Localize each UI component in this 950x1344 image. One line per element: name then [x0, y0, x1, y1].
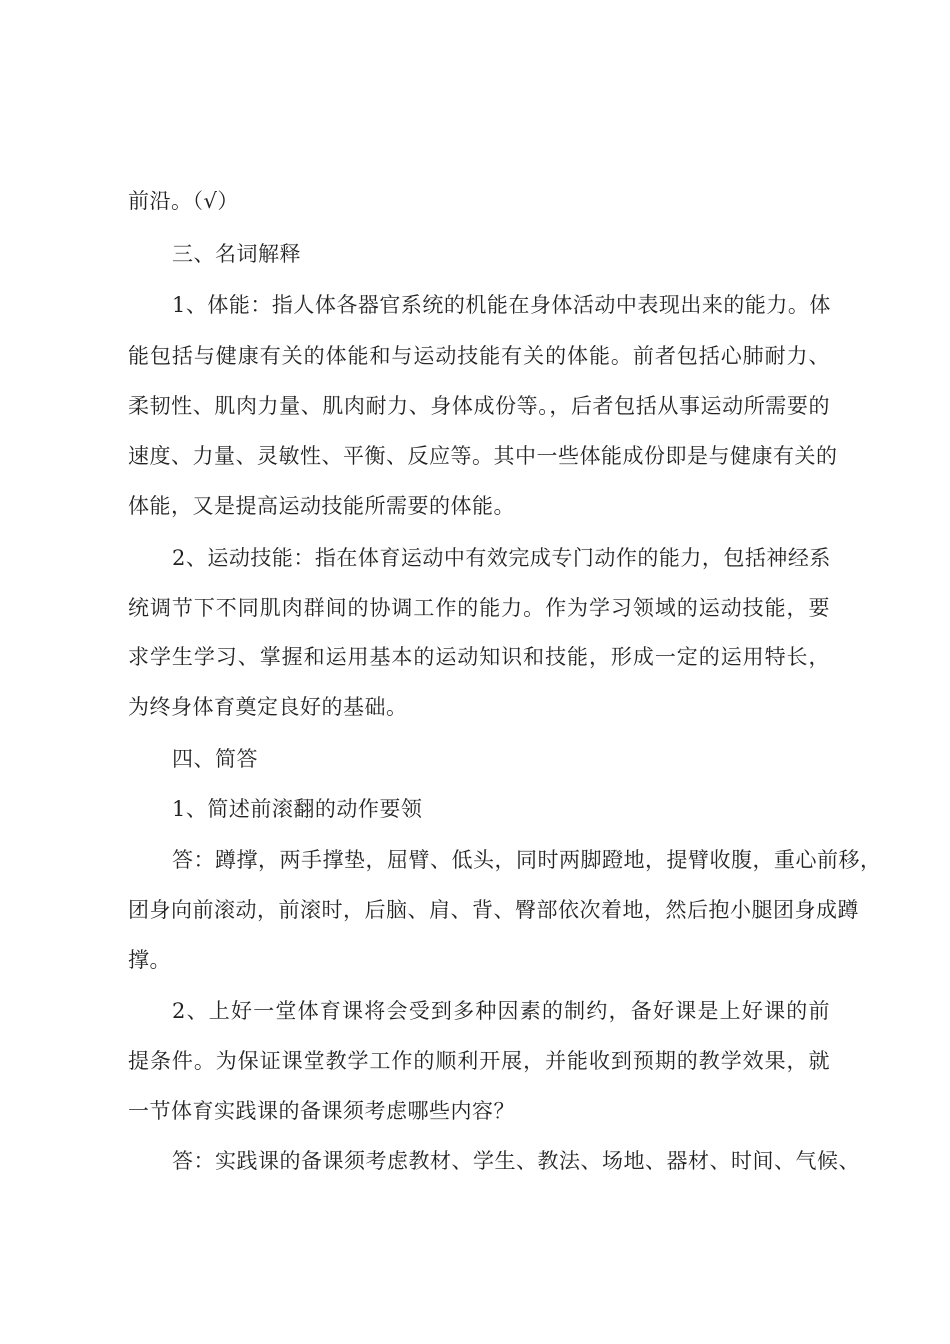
definition-2-line-2: 统调节下不同肌肉群间的协调工作的能力。作为学习领域的运动技能，要 — [128, 596, 830, 620]
definition-2-line-1: 2、运动技能：指在体育运动中有效完成专门动作的能力，包括神经系 — [172, 546, 831, 570]
question-2-line-2: 提条件。为保证课堂教学工作的顺利开展，并能收到预期的教学效果，就 — [128, 1049, 830, 1073]
answer-2-line-1: 答：实践课的备课须考虑教材、学生、教法、场地、器材、时间、气候、 — [172, 1149, 860, 1173]
answer-1-line-3: 撑。 — [128, 948, 171, 972]
definition-1-line-2: 能包括与健康有关的体能和与运动技能有关的体能。前者包括心肺耐力、 — [128, 344, 830, 368]
section-heading-definitions: 三、名词解释 — [172, 242, 301, 266]
definition-1-line-3: 柔韧性、肌肉力量、肌肉耐力、身体成份等。，后者包括从事运动所需要的 — [128, 394, 830, 418]
definition-1-line-4: 速度、力量、灵敏性、平衡、反应等。其中一些体能成份即是与健康有关的 — [128, 444, 838, 468]
definition-1-line-1: 1、体能：指人体各器官系统的机能在身体活动中表现出来的能力。体 — [172, 293, 831, 317]
definition-1-line-5: 体能，又是提高运动技能所需要的体能。 — [128, 494, 515, 518]
definition-2-line-3: 求学生学习、掌握和运用基本的运动知识和技能，形成一定的运用特长， — [128, 645, 830, 669]
text-line-continuation: 前沿。（√） — [128, 189, 239, 213]
answer-1-line-1: 答：蹲撑，两手撑垫，屈臂、低头，同时两脚蹬地，提臂收腹，重心前移， — [172, 848, 882, 872]
section-heading-short-answer: 四、简答 — [172, 747, 258, 771]
question-2-line-1: 2、上好一堂体育课将会受到多种因素的制约，备好课是上好课的前 — [172, 999, 830, 1023]
question-1: 1、简述前滚翻的动作要领 — [172, 797, 423, 821]
definition-2-line-4: 为终身体育奠定良好的基础。 — [128, 695, 408, 719]
question-2-line-3: 一节体育实践课的备课须考虑哪些内容？ — [128, 1099, 515, 1123]
answer-1-line-2: 团身向前滚动，前滚时，后脑、肩、背、臀部依次着地，然后抱小腿团身成蹲 — [128, 898, 859, 922]
